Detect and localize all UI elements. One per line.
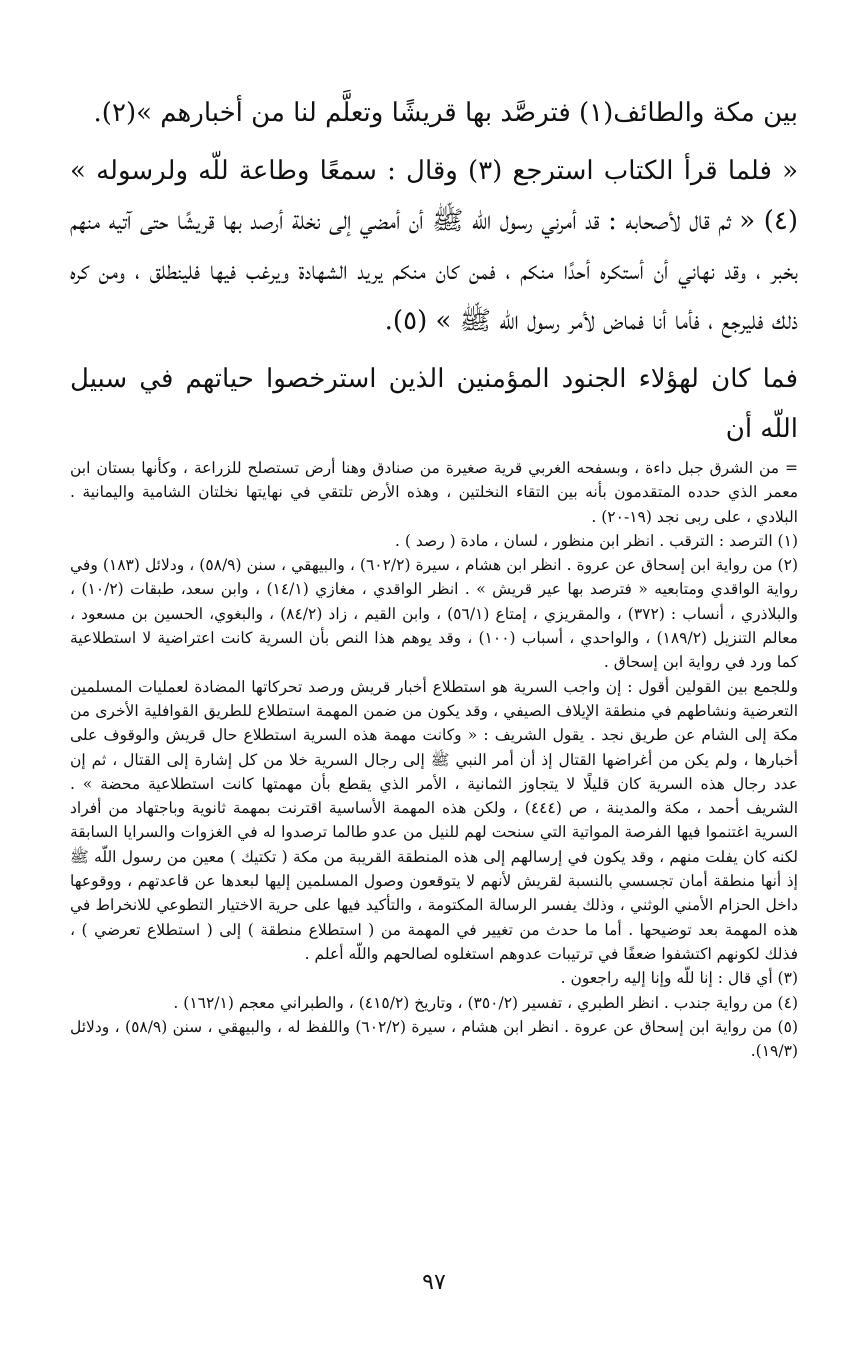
footnote: (٥) من رواية ابن إسحاق عن عروة . انظر ابن هشام ، سيرة (٦٠٢/٢) واللفظ له ، والبيهقي ، سنن (٥٨/٩) ، ودلائل (١٩/٣).: [70, 1017, 798, 1061]
footnotes-section: [70, 456, 798, 1063]
main-paragraph: فما كان لهؤلاء الجنود المؤمنين الذين استرخصوا حياتهم في سبيل اللّه أن: [70, 364, 798, 444]
page-number: ٩٧: [422, 1270, 446, 1295]
footnote: (٤) من رواية جندب . انظر الطبري ، تفسير (٣٥٠/٢) ، وتاريخ (٤١٥/٢) ، والطبراني معجم (١٦٢/١) .: [173, 993, 798, 1012]
main-text-block: [70, 88, 798, 454]
footnote: (٢) من رواية ابن إسحاق عن عروة . انظر ابن هشام ، سيرة (٦٠٢/٢) ، والبيهقي ، سنن (٥٨/٩) ، ودلائل (١٨٣) وفي رواية الواقدي ومتابعيه « فترصد بها عير قريش » . انظر الواقدي ، مغازي (١٤/١) ، وابن سعد، طبقات (١٠/٢) ، والبلاذري ، أنساب : (٣٧٢) ، والمقريزي ، إمتاع (٥٦/١) ، وابن القيم ، زاد (٨٤/٢) ، والبغوي، الحسين بن مسعود ، معالم التنزيل (١٨٩/٢) ، والواحدي ، أسباب (١٠٠) ، وقد يوهم هذا النص بأن السرية كانت اعتراضية لا استطلاعية كما ورد في رواية ابن إسحاق .: [70, 556, 799, 672]
main-paragraph: « فلما قرأ الكتاب استرجع (٣) وقال : سمعًا وطاعة للّه ولرسوله » (٤) « ثم قال لأصحابه : قد أمرني رسول اللّه ﷺ أن أمضي إلى نخلة أرصد بها قريشًا حتى آتيه منهم بخبر ، وقد نهاني أن أستكره أحدًا منكم ، فمن كان منكم يريد الشهادة ويرغب فيها فلينطلق ، ومن كره ذلك فليرجع ، فأما أنا فماض لأمر رسول اللّه ﷺ » (٥).: [70, 156, 798, 336]
main-paragraph: بين مكة والطائف(١) فترصَّد بها قريشًا وتعلَّم لنا من أخبارهم »(٢).: [93, 98, 798, 128]
footnote: وللجمع بين القولين أقول : إن واجب السرية هو استطلاع أخبار قريش ورصد تحركاتها المضادة لعمليات المسلمين التعرضية ونشاطهم في منطقة الإيلاف الصيفي ، وقد يكون من ضمن المهمة استطلاع للطريق القوافلية الأخرى من مكة إلى الشام عن طريق نجد . يقول الشريف : « وكانت مهمة هذه السرية استطلاع حال قريش والوقوف على أخبارها ، ولم يكن من أغراضها القتال إذ أن أمر النبي ﷺ إلى رجال السرية خلا من كل إشارة إلى القتال ، ثم إن عدد رجال هذه السرية كان قليلًا لا يتجاوز الثمانية ، الأمر الذي يقطع بأن مهمتها كانت استطلاعية محضة » . الشريف أحمد ، مكة والمدينة ، ص (٤٤٤) ، ولكن هذه المهمة الأساسية اقترنت بمهمة ثانوية وباجتهاد من أفراد السرية اغتنموا فيها الفرصة المواتية التي سنحت لهم للنيل من عدو طالما ترصدوا له في الغزوات والسرايا السابقة لكنه كان يفلت منهم ، وقد يكون في إرسالهم إلى هذه المنطقة القريبة من مكة ( تكتيك ) معين من رسول اللّه ﷺ إذ أنها منطقة أمان تجسسي بالنسبة لقريش لأنهم لا يتوقعون وصول المسلمين إليها لبعدها عن قاعدتهم ، ووقوعها داخل الحزام الأمني الوثني ، وذلك يفسر الرسالة المكتومة ، والتأكيد فيها على حرية الاختيار التطوعي للانخراط في هذه المهمة بعد توضيحها . أما ما حدث من تغيير في المهمة من ( استطلاع منطقة ) إلى ( استطلاع تعرضي ) ، فذلك لكونهم اكتشفوا ضعفًا في ترتيبات عدوهم استغلوه لصالحهم واللّه أعلم .: [70, 677, 798, 963]
footnote: (١) الترصد : الترقب . انظر ابن منظور ، لسان ، مادة ( رصد ) .: [395, 531, 798, 550]
footnote: = من الشرق جبل داءة ، وبسفحه الغربي قرية صغيرة من صنادق وهنا أرض تستصلح للزراعة ، وكأنها بستان ابن معمر الذي حدده المتقدمون بأنه بين التقاء النخلتين ، وهذه الأرض تلتقي في نهايتها نخلتان الشامية واليمانية . البلادي ، على ربى نجد (١٩-٢٠) .: [70, 459, 798, 526]
footnote: (٣) أي قال : إنا للّه وإنا إليه راجعون .: [560, 969, 798, 988]
